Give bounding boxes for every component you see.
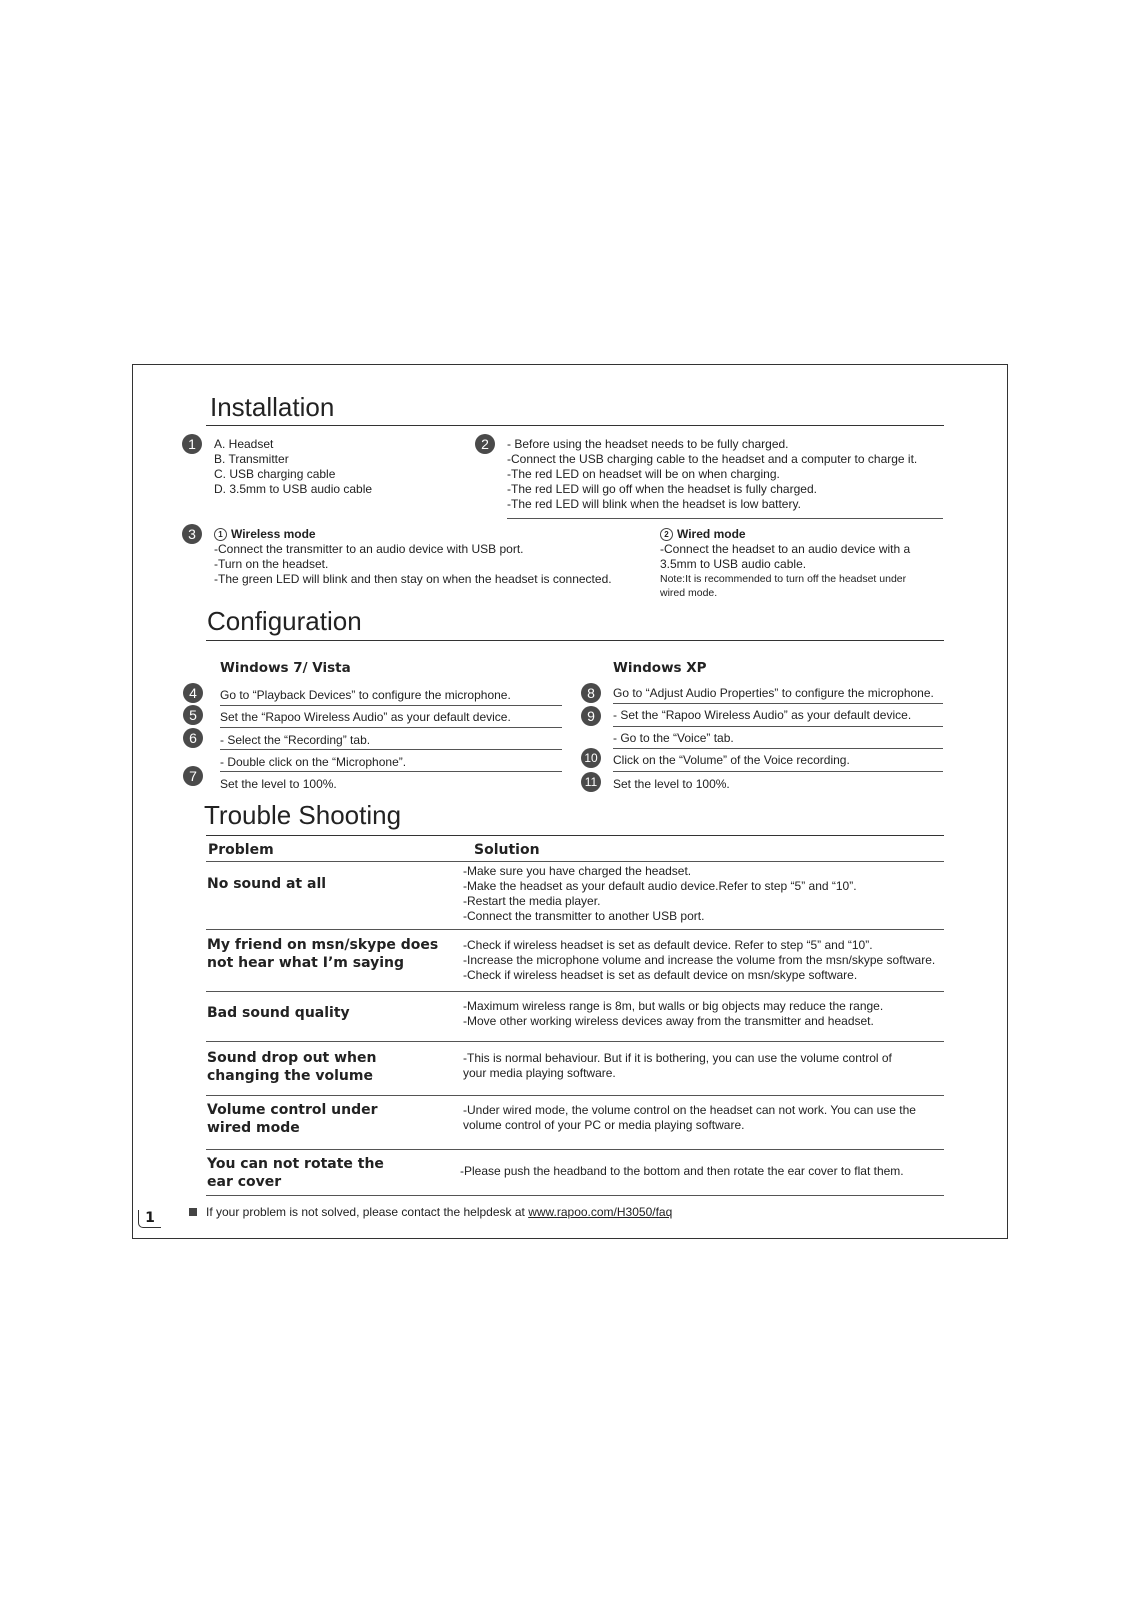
config-divider — [613, 703, 943, 704]
solution-line: -Make the headset as your default audio device.Refer to step “5” and “10”. — [463, 879, 857, 893]
wired-mode-heading: 2 Wired mode — [660, 527, 910, 542]
solution-line: -This is normal behaviour. But if it is bothering, you can use the volume control of — [463, 1051, 892, 1065]
solution-line: -Check if wireless headset is set as default device. Refer to step “5” and “10”. — [463, 938, 873, 952]
table-row-divider — [206, 1149, 944, 1150]
problem-column-header: Problem — [208, 842, 274, 858]
step-badge-2: 2 — [475, 434, 495, 454]
charging-line: -The red LED will go off when the headset is fully charged. — [507, 482, 817, 496]
problem-line: ear cover — [207, 1174, 282, 1190]
wired-line: 3.5mm to USB audio cable. — [660, 557, 807, 571]
parts-item: C. USB charging cable — [214, 467, 336, 481]
parts-item: A. Headset — [214, 437, 274, 451]
configuration-rule — [206, 640, 944, 641]
solution-cell — [463, 1103, 916, 1133]
config-step-text: Set the level to 100%. — [220, 777, 337, 791]
page-number: 1 — [138, 1210, 161, 1228]
wireless-line: -Turn on the headset. — [214, 557, 329, 571]
config-step-text: Click on the “Volume” of the Voice recording. — [613, 753, 850, 767]
helpdesk-note: If your problem is not solved, please contact the helpdesk at www.rapoo.com/H3050/faq — [206, 1205, 673, 1219]
problem-cell: Bad sound quality — [207, 1005, 350, 1021]
solution-line: -Under wired mode, the volume control on the headset can not work. You can use the — [463, 1103, 916, 1117]
problem-line: Sound drop out when — [207, 1050, 377, 1066]
config-divider — [220, 749, 562, 750]
troubleshooting-rule — [206, 835, 944, 836]
wired-note: wired mode. — [660, 587, 718, 599]
wireless-line: -Connect the transmitter to an audio device with USB port. — [214, 542, 524, 556]
problem-cell — [207, 1101, 378, 1137]
bullet-square-icon — [189, 1208, 197, 1216]
problem-cell: No sound at all — [207, 876, 327, 892]
config-divider — [613, 726, 943, 727]
windowsxp-heading: Windows XP — [613, 660, 707, 676]
problem-cell — [207, 1049, 376, 1085]
solution-line: -Connect the transmitter to another USB port. — [463, 909, 705, 923]
config-step-text: - Select the “Recording” tab. — [220, 733, 371, 747]
wired-note: Note:It is recommended to turn off the headset under — [660, 573, 907, 585]
step2-divider — [507, 518, 943, 519]
solution-column-header: Solution — [474, 842, 540, 858]
solution-cell — [463, 938, 935, 983]
step-badge-6: 6 — [183, 728, 203, 748]
solution-cell — [463, 864, 857, 924]
step-badge-5: 5 — [183, 705, 203, 725]
wired-line: -Connect the headset to an audio device with a — [660, 542, 911, 556]
problem-line: My friend on msn/skype does — [207, 937, 439, 953]
configuration-title: Configuration — [207, 606, 362, 636]
step2-charging-info — [507, 437, 917, 512]
problem-line: You can not rotate the — [207, 1156, 384, 1172]
config-step-text: - Set the “Rapoo Wireless Audio” as your default device. — [613, 708, 912, 722]
problem-line: Volume control under — [207, 1102, 378, 1118]
table-row-divider — [206, 929, 944, 930]
wireless-mode-block — [214, 527, 612, 587]
charging-line: -The red LED on headset will be on when charging. — [507, 467, 780, 481]
config-step-text: - Go to the “Voice” tab. — [613, 731, 734, 745]
charging-line: - Before using the headset needs to be fully charged. — [507, 437, 789, 451]
config-step-text: Set the “Rapoo Wireless Audio” as your default device. — [220, 710, 511, 724]
config-divider — [613, 748, 943, 749]
problem-cell — [207, 936, 438, 972]
helpdesk-link[interactable]: www.rapoo.com/H3050/faq — [528, 1205, 673, 1219]
table-row-divider — [206, 1195, 944, 1196]
config-step-text: Go to “Adjust Audio Properties” to configure the microphone. — [613, 686, 934, 700]
step-badge-8: 8 — [581, 683, 601, 703]
windows7-heading: Windows 7/ Vista — [220, 660, 351, 676]
table-row-divider — [206, 1095, 944, 1096]
charging-line: -Connect the USB charging cable to the headset and a computer to charge it. — [507, 452, 918, 466]
wired-mode-block — [660, 527, 910, 600]
solution-line: -Please push the headband to the bottom and then rotate the ear cover to flat them. — [460, 1164, 904, 1178]
table-header-divider — [206, 861, 944, 862]
step1-parts-list — [214, 437, 372, 497]
step-badge-4: 4 — [183, 683, 203, 703]
step-badge-3: 3 — [182, 524, 202, 544]
step-badge-10: 10 — [581, 748, 601, 768]
problem-line: changing the volume — [207, 1068, 373, 1084]
installation-title: Installation — [210, 392, 335, 422]
problem-line: not hear what I’m saying — [207, 955, 405, 971]
parts-item: B. Transmitter — [214, 452, 289, 466]
config-step-text: Go to “Playback Devices” to configure the microphone. — [220, 688, 511, 702]
parts-item: D. 3.5mm to USB audio cable — [214, 482, 373, 496]
solution-line: -Increase the microphone volume and increase the volume from the msn/skype software. — [463, 953, 936, 967]
problem-line: wired mode — [207, 1120, 300, 1136]
circled-number-icon: 2 — [660, 528, 673, 541]
step-badge-1: 1 — [182, 434, 202, 454]
solution-cell — [463, 999, 883, 1029]
circled-number-icon: 1 — [214, 528, 227, 541]
config-step-text: - Double click on the “Microphone”. — [220, 755, 407, 769]
installation-rule — [206, 425, 944, 426]
step-badge-7: 7 — [183, 766, 203, 786]
table-row-divider — [206, 1041, 944, 1042]
config-divider — [613, 771, 943, 772]
config-divider — [220, 705, 562, 706]
step-badge-9: 9 — [581, 706, 601, 726]
config-divider — [220, 771, 562, 772]
solution-line: -Make sure you have charged the headset. — [463, 864, 692, 878]
solution-line: volume control of your PC or media playing software. — [463, 1118, 745, 1132]
solution-line: -Restart the media player. — [463, 894, 601, 908]
solution-line: -Move other working wireless devices away from the transmitter and headset. — [463, 1014, 874, 1028]
problem-cell — [207, 1155, 384, 1191]
step-badge-11: 11 — [581, 772, 601, 792]
charging-line: -The red LED will blink when the headset is low battery. — [507, 497, 801, 511]
wireless-line: -The green LED will blink and then stay on when the headset is connected. — [214, 572, 612, 586]
config-divider — [220, 727, 562, 728]
solution-line: -Check if wireless headset is set as default device on msn/skype software. — [463, 968, 858, 982]
solution-line: your media playing software. — [463, 1066, 616, 1080]
wireless-mode-heading: 1 Wireless mode — [214, 527, 612, 542]
solution-cell — [463, 1051, 892, 1081]
solution-line: -Maximum wireless range is 8m, but walls or big objects may reduce the range. — [463, 999, 884, 1013]
solution-cell — [460, 1164, 904, 1179]
troubleshooting-title: Trouble Shooting — [204, 800, 402, 830]
table-row-divider — [206, 991, 944, 992]
config-step-text: Set the level to 100%. — [613, 777, 730, 791]
